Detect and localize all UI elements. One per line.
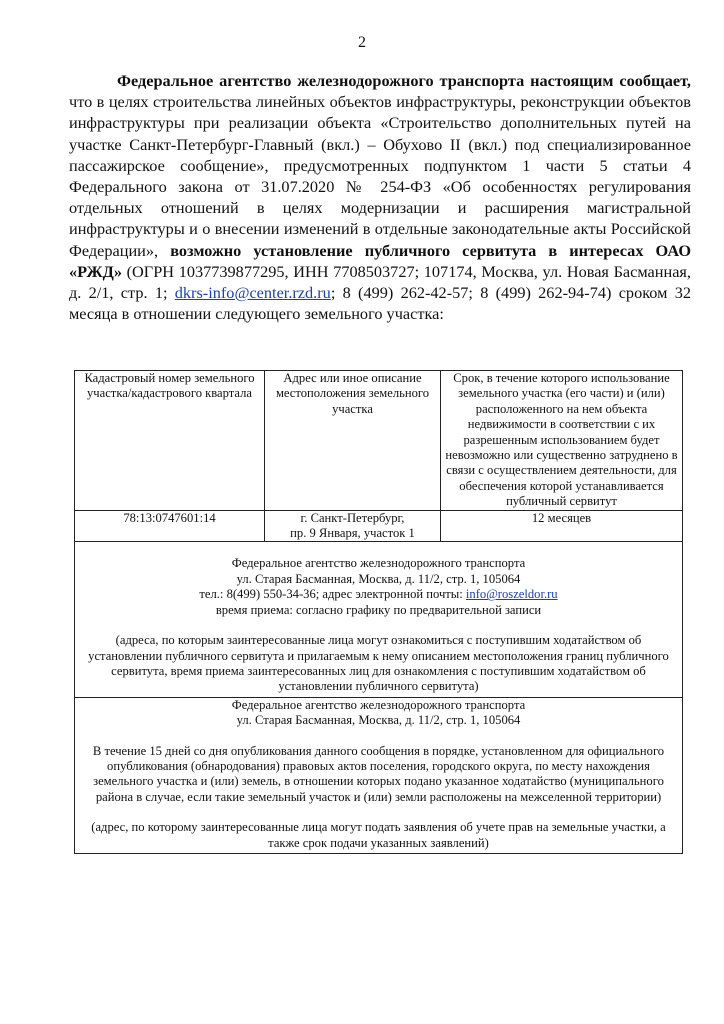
agency-statement: Федеральное агентство железнодорожного транспорта настоящим сообщает, — [117, 71, 691, 90]
cell-cadastral-number: 78:13:0747601:14 — [75, 510, 265, 542]
notice-text-2: (ОГРН 1037739877295, ИНН 7708503727; 107174, Москва, ул. Новая Басманная, д. 2/1, стр. 1; — [69, 261, 691, 303]
claims-address-row — [75, 697, 683, 853]
review-address-row — [75, 542, 683, 697]
page-number: 2 — [358, 34, 366, 51]
address-line-1: г. Санкт-Петербург, — [300, 510, 405, 525]
review-street-address: ул. Старая Басманная, Москва, д. 11/2, стр. 1, 105064 — [236, 571, 521, 586]
notice-text-1: что в целях строительства линейных объектов инфраструктуры, реконструкции объектов инфраструктуры при реализации объекта «Строительство дополнительных путей на участке Санкт-Петербург-Главный (вкл.) – Обухово II (вкл.) под специализированное пассажирское сообщение», предусмотренных подпунктом 1 части 5 статьи 4 Федерального закона от 31.07.2020 № 254-ФЗ «Об особенностях регулирования отдельных отношений в целях модернизации и расширения магистральной инфраструктуры и о внесении изменений в отдельные законодательные акты Российской Федерации», — [69, 92, 691, 260]
roszeldor-email-link[interactable]: info@roszeldor.ru — [465, 587, 558, 602]
servitude-statement: возможно установление публичного сервитута в интересах ОАО «РЖД» — [69, 240, 692, 281]
servitude-table — [74, 370, 683, 854]
header-address: Адрес или иное описание местоположения земельного участка — [265, 371, 441, 511]
review-address-block — [75, 542, 683, 697]
address-line-2: пр. 9 Января, участок 1 — [290, 526, 415, 541]
table-header-row — [75, 371, 683, 511]
reception-hours: время приема: согласно графику по предварительной записи — [215, 602, 542, 617]
notice-paragraph — [69, 70, 691, 324]
cell-address — [265, 510, 441, 542]
header-term: Срок, в течение которого использование земельного участка (его части) и (или) расположенного на нем объекта недвижимости в соответствии с их разрешенным использованием будет невозможно или существенно затруднено в связи с осуществлением деятельности, для обеспечения которой устанавливается публичный сервитут — [441, 371, 683, 511]
notice-text-3: ; 8 (499) 262-42-57; 8 (499) 262-94-74) сроком 32 месяца в отношении следующего земельного участка: — [69, 283, 691, 324]
table-row — [75, 510, 683, 542]
review-address-note: (адреса, по которым заинтересованные лица могут ознакомиться с поступившим ходатайством об установлении публичного сервитута и прилагаемым к нему описанием местоположения границ публичного сервитута, время приема заинтересованных лиц для ознакомления с поступившим ходатайством об установлении публичного сервитута) — [88, 633, 669, 694]
header-cadastral-number: Кадастровый номер земельного участка/кадастрового квартала — [75, 371, 265, 511]
claims-address-note: (адрес, по которому заинтересованные лица могут подать заявления об учете прав на земельные участки, а также срок подачи указанных заявлений) — [91, 820, 666, 850]
cell-term: 12 месяцев — [441, 510, 683, 542]
claims-address-block — [75, 697, 683, 853]
claims-deadline-paragraph: В течение 15 дней со дня опубликования данного сообщения в порядке, установленном для официального опубликования (обнародования) правовых актов поселения, городского округа, по месту нахождения земельного участка и (или) земель, в отношении которых подано указанное ходатайство (муниципального района в случае, если такие земельный участок и (или) земли расположены на межселенной территории) — [92, 743, 665, 804]
claims-street-address: ул. Старая Басманная, Москва, д. 11/2, стр. 1, 105064 — [236, 713, 521, 728]
review-contacts: тел.: 8(499) 550-34-36; адрес электронной почты: — [199, 587, 466, 602]
rzd-email-link[interactable]: dkrs-info@center.rzd.ru — [174, 283, 331, 303]
review-agency-name: Федеральное агентство железнодорожного транспорта — [231, 556, 526, 571]
claims-agency-name: Федеральное агентство железнодорожного транспорта — [231, 697, 526, 712]
